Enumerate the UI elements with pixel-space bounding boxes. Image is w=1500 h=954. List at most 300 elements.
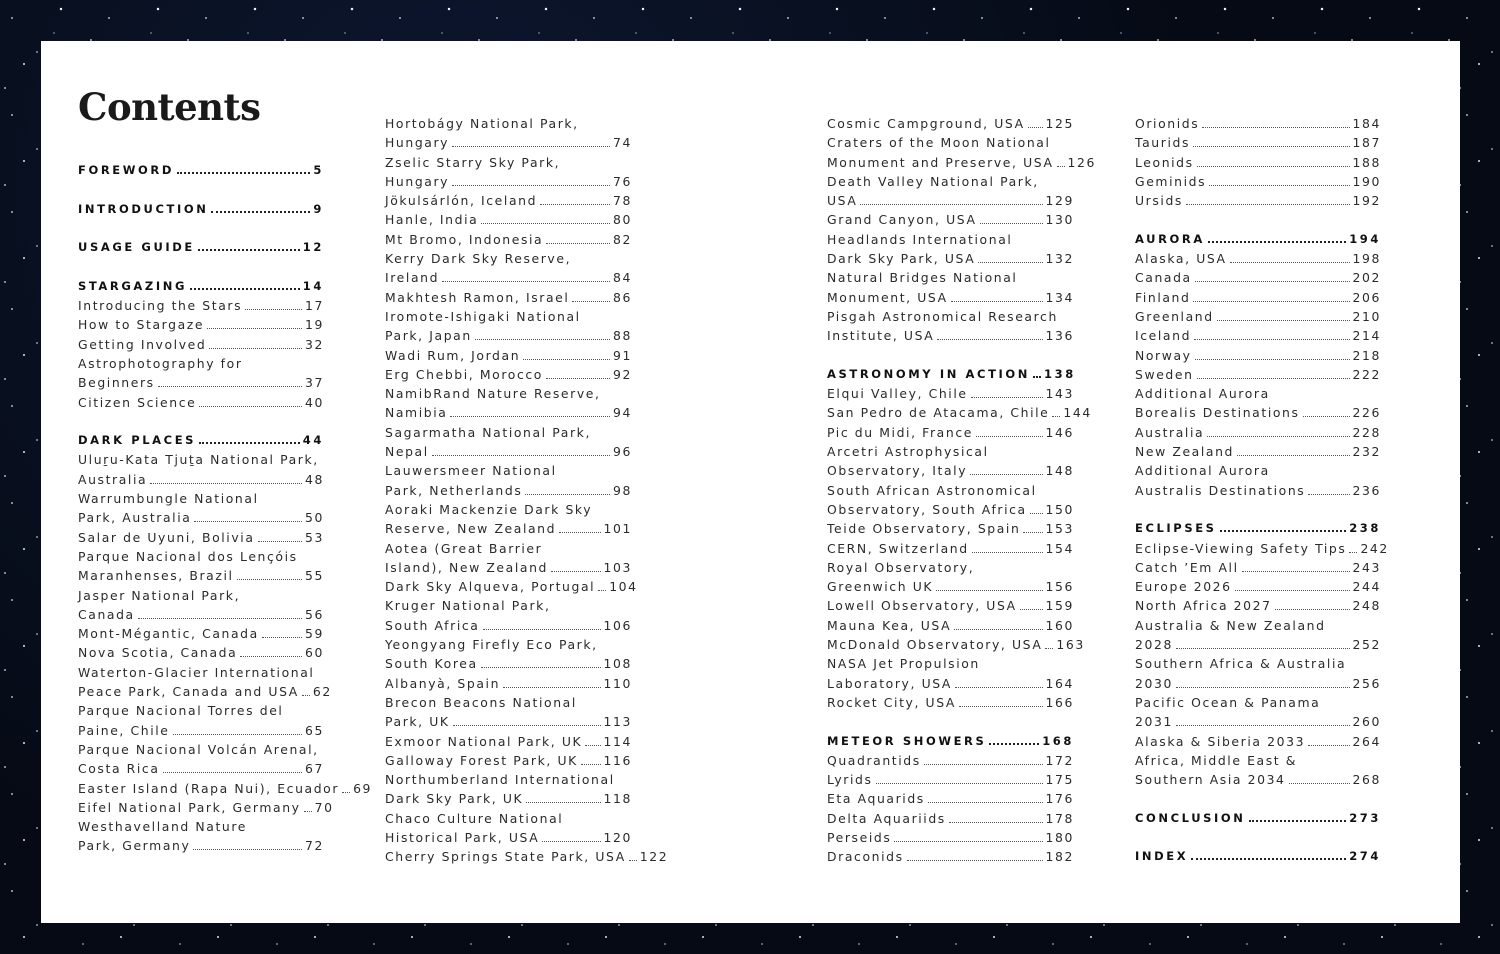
toc-entry[interactable] — [1135, 693, 1381, 732]
toc-entry-title: USA — [827, 193, 858, 209]
toc-entry-title: South African Astronomical — [827, 482, 1037, 498]
toc-column-3 — [827, 114, 1096, 867]
toc-entry[interactable] — [1135, 442, 1381, 461]
toc-entry[interactable] — [1135, 539, 1389, 558]
toc-section-heading[interactable] — [1135, 847, 1381, 866]
toc-entry-title: Natural Bridges National — [827, 270, 1018, 286]
toc-entry-title: Greenland — [1135, 308, 1214, 324]
toc-page-number: 59 — [305, 626, 324, 642]
dot-leader — [936, 590, 1042, 591]
toc-page-number: 106 — [603, 617, 632, 633]
toc-entry-title: Norway — [1135, 347, 1192, 363]
dot-leader — [894, 841, 1042, 842]
dot-leader — [481, 223, 610, 224]
toc-entry-title: Jökulsárlón, Iceland — [385, 193, 538, 209]
toc-entry[interactable] — [385, 770, 632, 809]
toc-entry-title: Quadrantids — [827, 752, 921, 768]
dot-leader — [540, 204, 610, 205]
toc-entry[interactable] — [1135, 114, 1381, 133]
toc-page-number: 214 — [1352, 328, 1381, 344]
toc-page-number: 226 — [1352, 405, 1381, 421]
toc-entry[interactable] — [1135, 133, 1381, 152]
dot-leader — [860, 204, 1042, 205]
toc-entry[interactable] — [78, 701, 324, 740]
toc-entry[interactable] — [1135, 326, 1381, 345]
toc-entry-title: Makhtesh Ramon, Israel — [385, 289, 570, 305]
dot-leader — [542, 841, 600, 842]
toc-entry-title: Laboratory, USA — [827, 675, 953, 691]
toc-entry-title: Exmoor National Park, UK — [385, 733, 583, 749]
toc-page-number: 172 — [1045, 752, 1074, 768]
dot-leader — [237, 579, 302, 580]
toc-entry-title: Finland — [1135, 289, 1191, 305]
toc-page-number: 154 — [1045, 540, 1074, 556]
toc-entry[interactable] — [827, 616, 1074, 635]
toc-entry[interactable] — [385, 596, 632, 635]
toc-page-number: 70 — [314, 799, 334, 815]
toc-entry-title: Observatory, South Africa — [827, 501, 1027, 517]
dot-leader — [629, 860, 637, 861]
toc-entry-title: Canada — [1135, 270, 1192, 286]
toc-page-number: 268 — [1352, 772, 1381, 788]
toc-entry[interactable] — [385, 384, 632, 423]
toc-entry[interactable] — [1135, 288, 1381, 307]
dot-leader — [1057, 166, 1065, 167]
dot-leader — [585, 745, 600, 746]
dot-leader — [432, 455, 610, 456]
toc-entry[interactable] — [385, 461, 632, 500]
dot-leader — [194, 521, 302, 522]
toc-entry-title: Parque Nacional Volcán Arenal, — [78, 741, 319, 757]
toc-section-heading[interactable] — [78, 200, 324, 219]
dot-leader — [209, 348, 302, 349]
toc-section-heading[interactable] — [78, 431, 324, 450]
toc-entry[interactable] — [385, 539, 632, 578]
dot-leader — [598, 590, 606, 591]
toc-entry[interactable] — [385, 346, 632, 365]
toc-entry[interactable] — [78, 740, 324, 779]
toc-page-number: 146 — [1045, 424, 1074, 440]
dot-leader — [442, 281, 610, 282]
dot-leader — [525, 494, 610, 495]
toc-section-heading[interactable] — [827, 365, 1074, 384]
dot-leader — [1197, 378, 1350, 379]
toc-page-number: 256 — [1352, 675, 1381, 691]
toc-entry[interactable] — [1135, 577, 1381, 596]
toc-entry-title: Nepal — [385, 444, 429, 460]
toc-page-number: 69 — [353, 780, 373, 796]
toc-section-heading[interactable] — [78, 277, 324, 296]
toc-entry-title: Wadi Rum, Jordan — [385, 347, 521, 363]
dot-leader — [876, 783, 1043, 784]
dot-leader — [1249, 820, 1347, 822]
toc-page-number: 228 — [1352, 424, 1381, 440]
dot-leader — [907, 860, 1043, 861]
toc-page-number: 248 — [1352, 598, 1381, 614]
toc-entry-title: South Korea — [385, 656, 478, 672]
toc-page-number: 238 — [1349, 521, 1381, 536]
toc-page-number: 12 — [302, 240, 324, 255]
toc-entry-title: Salar de Uyuni, Bolivia — [78, 529, 255, 545]
toc-entry[interactable] — [385, 288, 632, 307]
toc-entry[interactable] — [385, 153, 632, 192]
toc-entry[interactable] — [827, 268, 1074, 307]
dot-leader — [503, 687, 600, 688]
toc-entry[interactable] — [1135, 191, 1381, 210]
toc-page-number: 37 — [305, 375, 324, 391]
toc-entry[interactable] — [385, 365, 632, 384]
dot-leader — [954, 629, 1042, 630]
toc-page-number: 94 — [613, 405, 632, 421]
toc-section-heading[interactable] — [827, 732, 1074, 751]
toc-entry[interactable] — [78, 450, 324, 489]
toc-entry-title: Iceland — [1135, 328, 1192, 344]
toc-entry[interactable] — [827, 519, 1074, 538]
dot-leader — [1349, 552, 1357, 553]
toc-page-number: 243 — [1352, 559, 1381, 575]
toc-page-number: 198 — [1352, 251, 1381, 267]
toc-entry[interactable] — [78, 528, 324, 547]
toc-entry[interactable] — [385, 751, 632, 770]
dot-leader — [199, 406, 302, 407]
toc-page-number: 163 — [1056, 637, 1085, 653]
dot-leader — [245, 309, 302, 310]
toc-entry-title: Hortobágy National Park, — [385, 116, 579, 131]
toc-page-number: 159 — [1045, 598, 1074, 614]
toc-entry-title: Australis Destinations — [1135, 482, 1306, 498]
toc-entry[interactable] — [1135, 596, 1381, 615]
toc-entry-title: Kruger National Park, — [385, 598, 551, 614]
toc-entry[interactable] — [78, 296, 324, 315]
dot-leader — [1194, 339, 1350, 340]
toc-section-heading[interactable] — [1135, 809, 1381, 828]
toc-page-number: 40 — [305, 394, 324, 410]
toc-entry[interactable] — [827, 307, 1074, 346]
toc-entry[interactable] — [827, 403, 1092, 422]
dot-leader — [1023, 532, 1042, 533]
toc-entry[interactable] — [78, 354, 324, 393]
toc-entry[interactable] — [1135, 558, 1381, 577]
toc-section-heading[interactable] — [78, 161, 324, 180]
toc-page — [41, 41, 1460, 923]
toc-entry[interactable] — [385, 423, 632, 462]
toc-entry-title: Park, Australia — [78, 510, 192, 526]
dot-leader — [970, 474, 1042, 475]
toc-entry-title: Ireland — [385, 270, 440, 286]
toc-entry-title: Hungary — [385, 173, 450, 189]
toc-entry[interactable] — [827, 789, 1074, 808]
toc-entry-title: New Zealand — [1135, 444, 1235, 460]
dot-leader — [949, 822, 1043, 823]
toc-section-heading[interactable] — [1135, 519, 1381, 538]
toc-entry[interactable] — [78, 624, 324, 643]
dot-leader — [190, 288, 300, 290]
toc-page-number: 210 — [1352, 308, 1381, 324]
toc-entry[interactable] — [827, 210, 1074, 229]
toc-page-number: 273 — [1349, 810, 1381, 825]
toc-entry-title: Introducing the Stars — [78, 298, 243, 314]
toc-entry[interactable] — [78, 335, 324, 354]
toc-page-number: 168 — [1042, 733, 1074, 748]
toc-entry[interactable] — [78, 547, 324, 586]
toc-entry-title: NamibRand Nature Reserve, — [385, 386, 601, 402]
dot-leader — [450, 416, 610, 417]
toc-entry[interactable] — [1135, 461, 1381, 500]
dot-leader — [158, 386, 302, 387]
toc-page-number: 118 — [603, 791, 632, 807]
dot-leader — [193, 849, 302, 850]
toc-entry-title: Hanle, India — [385, 212, 479, 228]
toc-page-number: 260 — [1352, 714, 1381, 730]
dot-leader — [1191, 858, 1346, 860]
toc-page-number: 130 — [1045, 212, 1074, 228]
toc-entry[interactable] — [1135, 654, 1381, 693]
toc-entry-title: Geminids — [1135, 173, 1207, 189]
toc-page-number: 175 — [1045, 772, 1074, 788]
toc-page-number: 143 — [1045, 386, 1074, 402]
toc-page-number: 222 — [1352, 366, 1381, 382]
toc-page-number: 67 — [305, 761, 324, 777]
toc-page-number: 108 — [603, 656, 632, 672]
dot-leader — [526, 802, 600, 803]
toc-entry[interactable] — [385, 693, 632, 732]
dot-leader — [1176, 725, 1350, 726]
toc-page-number: 184 — [1352, 116, 1381, 131]
toc-entry[interactable] — [78, 586, 324, 625]
toc-page-number: 110 — [603, 675, 632, 691]
toc-entry[interactable] — [827, 828, 1074, 847]
toc-page-number: 132 — [1045, 251, 1074, 267]
toc-entry[interactable] — [78, 779, 373, 798]
toc-page-number: 136 — [1045, 328, 1074, 344]
toc-entry[interactable] — [1135, 172, 1381, 191]
toc-page-number: 116 — [603, 752, 632, 768]
toc-entry-title: Northumberland International — [385, 772, 615, 788]
toc-entry[interactable] — [78, 489, 324, 528]
toc-entry-title: Arcetri Astrophysical — [827, 444, 989, 460]
toc-entry-title: Waterton-Glacier International — [78, 664, 315, 680]
toc-page-number: 114 — [603, 733, 632, 749]
toc-page-number: 104 — [609, 579, 638, 595]
toc-page-number: 76 — [613, 173, 632, 189]
toc-entry-title: DARK PLACES — [78, 433, 197, 448]
toc-entry-title: Delta Aquariids — [827, 810, 946, 826]
toc-entry[interactable] — [827, 770, 1074, 789]
toc-page-number: 44 — [302, 433, 324, 448]
toc-entry[interactable] — [385, 809, 632, 848]
toc-entry[interactable] — [827, 654, 1074, 693]
toc-entry-title: Lyrids — [827, 772, 873, 788]
toc-entry-title: Westhavelland Nature — [78, 819, 248, 835]
dot-leader — [1289, 783, 1350, 784]
toc-entry-title: Easter Island (Rapa Nui), Ecuador — [78, 780, 340, 796]
toc-entry-title: Dark Sky Park, UK — [385, 791, 524, 807]
toc-page-number: 65 — [305, 722, 324, 738]
toc-entry[interactable] — [827, 114, 1074, 133]
toc-entry[interactable] — [827, 481, 1074, 520]
dot-leader — [1230, 262, 1350, 263]
toc-entry-title: Cosmic Campground, USA — [827, 116, 1025, 131]
toc-entry[interactable] — [827, 423, 1074, 442]
toc-entry[interactable] — [78, 798, 334, 817]
toc-page-number: 14 — [302, 278, 324, 293]
toc-entry[interactable] — [385, 210, 632, 229]
toc-entry-title: Ursids — [1135, 193, 1183, 209]
toc-entry-title: Yeongyang Firefly Eco Park, — [385, 637, 598, 653]
toc-section-heading[interactable] — [78, 238, 324, 257]
toc-entry-title: Albanyà, Spain — [385, 675, 501, 691]
toc-page-number: 48 — [305, 471, 324, 487]
toc-page-number: 72 — [305, 838, 324, 854]
toc-entry[interactable] — [827, 635, 1085, 654]
toc-entry-title: Alaska & Siberia 2033 — [1135, 733, 1306, 749]
toc-entry[interactable] — [1135, 346, 1381, 365]
toc-entry-title: 2030 — [1135, 675, 1173, 691]
toc-page-number: 32 — [305, 336, 324, 352]
toc-section-heading[interactable] — [1135, 230, 1381, 249]
toc-entry-title: Parque Nacional dos Lençóis — [78, 548, 298, 564]
toc-entry[interactable] — [385, 249, 632, 288]
toc-page-number: 264 — [1352, 733, 1381, 749]
toc-page-number: 103 — [603, 559, 632, 575]
toc-entry-title: USAGE GUIDE — [78, 240, 195, 255]
dot-leader — [304, 811, 312, 812]
toc-entry-title: Park, Netherlands — [385, 482, 523, 498]
toc-entry[interactable] — [385, 114, 632, 153]
toc-entry[interactable] — [827, 133, 1096, 172]
toc-entry[interactable] — [827, 172, 1074, 211]
toc-entry[interactable] — [1135, 268, 1381, 287]
toc-entry[interactable] — [1135, 616, 1381, 655]
toc-entry-title: INTRODUCTION — [78, 201, 209, 216]
toc-entry-title: Leonids — [1135, 154, 1194, 170]
toc-page-number: 164 — [1045, 675, 1074, 691]
toc-page-number: 252 — [1352, 637, 1381, 653]
toc-page-number: 182 — [1045, 849, 1074, 865]
dot-leader — [924, 764, 1043, 765]
toc-entry[interactable] — [1135, 384, 1381, 423]
toc-entry[interactable] — [385, 847, 669, 866]
dot-leader — [551, 571, 601, 572]
toc-entry[interactable] — [385, 635, 632, 674]
toc-entry-title: CERN, Switzerland — [827, 540, 969, 556]
toc-entry[interactable] — [78, 663, 332, 702]
toc-entry[interactable] — [78, 817, 324, 856]
dot-leader — [1209, 185, 1349, 186]
toc-entry[interactable] — [827, 539, 1074, 558]
toc-page-number: 96 — [613, 444, 632, 460]
toc-entry[interactable] — [78, 643, 324, 662]
toc-entry[interactable] — [827, 693, 1074, 712]
toc-entry-title: Australia & New Zealand — [1135, 617, 1326, 633]
toc-entry[interactable] — [1135, 249, 1381, 268]
toc-entry-title: Eclipse-Viewing Safety Tips — [1135, 540, 1347, 556]
toc-entry-title: Maranhenses, Brazil — [78, 568, 234, 584]
toc-entry[interactable] — [385, 732, 632, 751]
dot-leader — [1030, 513, 1043, 514]
toc-page-number: 92 — [613, 366, 632, 382]
toc-entry[interactable] — [827, 596, 1074, 615]
toc-entry-title: Hungary — [385, 135, 450, 151]
toc-page-number: 160 — [1045, 617, 1074, 633]
toc-page-number: 206 — [1352, 289, 1381, 305]
dot-leader — [198, 249, 300, 251]
toc-entry-title: Sagarmatha National Park, — [385, 424, 591, 440]
toc-entry-title: Reserve, New Zealand — [385, 521, 557, 537]
dot-leader — [1176, 648, 1350, 649]
toc-column-2 — [385, 114, 669, 867]
dot-leader — [1045, 648, 1053, 649]
toc-entry[interactable] — [385, 230, 632, 249]
toc-page-number: 148 — [1045, 463, 1074, 479]
toc-entry-title: Eifel National Park, Germany — [78, 799, 301, 815]
toc-entry-title: ECLIPSES — [1135, 521, 1217, 536]
toc-entry[interactable] — [385, 191, 632, 210]
toc-entry[interactable] — [1135, 307, 1381, 326]
toc-entry[interactable] — [385, 500, 632, 539]
dot-leader — [1186, 204, 1350, 205]
toc-entry-title: Warrumbungle National — [78, 491, 259, 507]
toc-entry[interactable] — [385, 674, 632, 693]
toc-entry[interactable] — [385, 307, 632, 346]
toc-entry-title: Chaco Culture National — [385, 810, 564, 826]
toc-entry-title: Citizen Science — [78, 394, 197, 410]
toc-page-number: 82 — [613, 231, 632, 247]
toc-entry[interactable] — [1135, 153, 1381, 172]
toc-entry-title: Park, Germany — [78, 838, 191, 854]
toc-entry[interactable] — [827, 558, 1074, 597]
toc-entry-title: Africa, Middle East & — [1135, 752, 1298, 768]
toc-entry-title: Aotea (Great Barrier — [385, 540, 543, 556]
toc-entry[interactable] — [827, 847, 1074, 866]
toc-page-number: 84 — [613, 270, 632, 286]
dot-leader — [452, 185, 610, 186]
toc-entry[interactable] — [827, 809, 1074, 828]
toc-entry[interactable] — [827, 751, 1074, 770]
dot-leader — [1176, 687, 1350, 688]
toc-entry[interactable] — [78, 393, 324, 412]
toc-entry[interactable] — [78, 315, 324, 334]
dot-leader — [163, 772, 302, 773]
toc-entry[interactable] — [1135, 423, 1381, 442]
toc-entry[interactable] — [827, 384, 1074, 403]
toc-page-number: 129 — [1045, 193, 1074, 209]
toc-entry[interactable] — [385, 577, 638, 596]
toc-page-number: 190 — [1352, 173, 1381, 189]
dot-leader — [972, 552, 1043, 553]
toc-page-number: 98 — [613, 482, 632, 498]
toc-entry[interactable] — [1135, 751, 1381, 790]
dot-leader — [240, 656, 302, 657]
toc-entry-title: Jasper National Park, — [78, 587, 241, 603]
dot-leader — [1207, 436, 1349, 437]
toc-entry[interactable] — [1135, 365, 1381, 384]
toc-entry-title: Aoraki Mackenzie Dark Sky — [385, 501, 593, 517]
toc-page-number: 86 — [613, 289, 632, 305]
dot-leader — [581, 764, 601, 765]
toc-entry-title: Costa Rica — [78, 761, 160, 777]
toc-entry-title: 2031 — [1135, 714, 1173, 730]
toc-page-number: 192 — [1352, 193, 1381, 209]
toc-page-number: 50 — [305, 510, 324, 526]
toc-entry-title: Catch ’Em All — [1135, 559, 1239, 575]
toc-entry[interactable] — [1135, 732, 1381, 751]
toc-entry[interactable] — [827, 442, 1074, 481]
dot-leader — [173, 734, 303, 735]
toc-entry[interactable] — [827, 230, 1074, 269]
toc-page-number: 218 — [1352, 347, 1381, 363]
dot-leader — [1242, 571, 1350, 572]
